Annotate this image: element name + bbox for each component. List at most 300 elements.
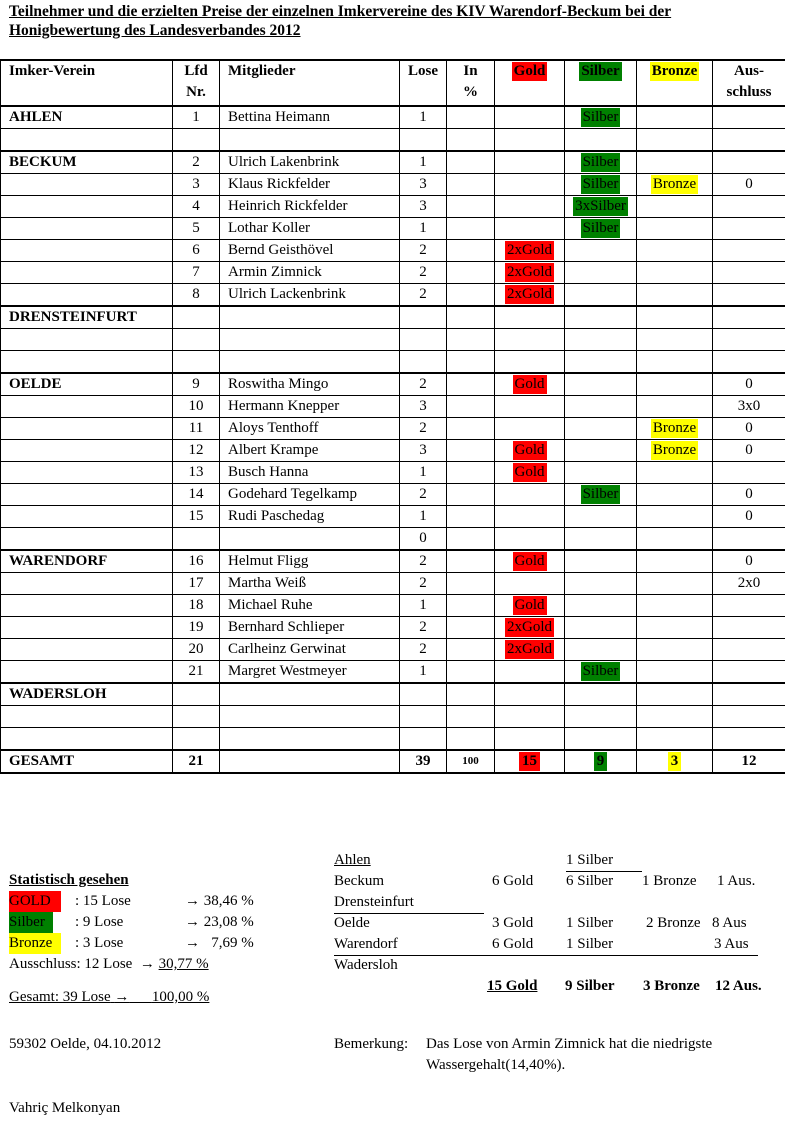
ausschluss-cell <box>713 284 785 307</box>
member-cell: Busch Hanna <box>220 462 400 484</box>
bronze-cell <box>637 573 713 595</box>
table-row <box>1 174 785 196</box>
bronze-cell <box>637 639 713 661</box>
summary-total-bronze: 3 Bronze <box>643 978 700 994</box>
percent-cell <box>447 262 495 284</box>
table-row <box>1 706 785 728</box>
page-title: Teilnehmer und die erzielten Preise der einzelnen Imkervereine des KIV Warendorf-Beckum bei der Honigbewertung des Landesverbandes 2012 <box>9 3 672 39</box>
table-row <box>1 418 785 440</box>
bronze-cell <box>637 728 713 751</box>
header-in-label: In <box>463 63 478 79</box>
ausschluss-cell <box>713 617 785 639</box>
ausschluss-cell <box>713 595 785 617</box>
bronze-cell <box>637 617 713 639</box>
bronze-text: : 3 Lose <box>75 935 124 951</box>
gold-cell <box>495 373 565 396</box>
silber-cell <box>565 351 637 374</box>
ausschluss-cell <box>713 728 785 751</box>
silber-cell <box>565 151 637 174</box>
gold-cell <box>495 396 565 418</box>
member-cell <box>220 683 400 706</box>
gold-badge: 2xGold <box>507 242 552 258</box>
member-cell: Bernd Geisthövel <box>220 240 400 262</box>
header-lose: Lose <box>408 63 438 79</box>
gold-cell <box>495 174 565 196</box>
gold-cell <box>495 306 565 329</box>
gold-cell <box>495 595 565 617</box>
silber-cell <box>565 218 637 240</box>
nr-cell <box>173 351 220 374</box>
author: Vahriç Melkonyan <box>9 1100 121 1116</box>
nr-cell <box>173 706 220 728</box>
member-cell: Helmut Fligg <box>220 550 400 573</box>
summary-total-row <box>334 976 785 997</box>
member-cell: Ulrich Lakenbrink <box>220 151 400 174</box>
percent-cell <box>447 639 495 661</box>
table-row <box>1 329 785 351</box>
gold-cell <box>495 550 565 573</box>
member-cell: Bettina Heimann <box>220 106 400 129</box>
silber-cell <box>565 240 637 262</box>
nr-cell: 17 <box>173 573 220 595</box>
table-row <box>1 373 785 396</box>
verein-cell <box>1 351 173 374</box>
summary-row-wadersloh <box>334 955 785 976</box>
ausschluss-cell: 2x0 <box>713 573 785 595</box>
gold-cell <box>495 683 565 706</box>
percent-cell <box>447 683 495 706</box>
gold-badge: Gold <box>514 376 545 392</box>
bronze-cell <box>637 351 713 374</box>
verein-cell <box>1 573 173 595</box>
header-silber-label: Silber <box>581 63 620 79</box>
silber-cell <box>565 129 637 152</box>
verein-cell <box>1 661 173 684</box>
nr-cell: 20 <box>173 639 220 661</box>
arrow-icon: → <box>114 989 130 1005</box>
member-cell: Rudi Paschedag <box>220 506 400 528</box>
nr-cell: 12 <box>173 440 220 462</box>
table-row <box>1 129 785 152</box>
member-cell <box>220 306 400 329</box>
member-cell: Carlheinz Gerwinat <box>220 639 400 661</box>
summary-place: Warendorf <box>334 934 758 956</box>
lose-cell <box>400 351 447 374</box>
aus-text: Ausschluss: 12 Lose <box>9 956 133 972</box>
verein-cell <box>1 528 173 551</box>
total-label: GESAMT <box>1 750 173 773</box>
gold-cell <box>495 218 565 240</box>
nr-cell: 15 <box>173 506 220 528</box>
gesamt-pct: 100,00 % <box>151 989 210 1005</box>
member-cell: Aloys Tenthoff <box>220 418 400 440</box>
gold-badge: 2xGold <box>507 619 552 635</box>
percent-cell <box>447 151 495 174</box>
percent-cell <box>447 573 495 595</box>
ausschluss-cell <box>713 462 785 484</box>
summary-row-beckum <box>334 871 785 892</box>
table-row <box>1 617 785 639</box>
summary-total-gold: 15 Gold <box>487 978 538 994</box>
header-gold <box>495 60 565 106</box>
verein-cell <box>1 595 173 617</box>
member-cell: Roswitha Mingo <box>220 373 400 396</box>
stats-gesamt <box>9 987 319 1008</box>
silber-cell <box>565 196 637 218</box>
gold-pct: 38,46 % <box>203 893 254 909</box>
verein-cell <box>1 418 173 440</box>
percent-cell <box>447 396 495 418</box>
member-cell: Martha Weiß <box>220 573 400 595</box>
table-row <box>1 462 785 484</box>
percent-cell <box>447 174 495 196</box>
silber-cell <box>565 396 637 418</box>
verein-cell <box>1 440 173 462</box>
remark-line-2: Wassergehalt(14,40%). <box>426 1057 566 1073</box>
gold-cell <box>495 196 565 218</box>
lose-cell: 2 <box>400 617 447 639</box>
summary-row-drensteinfurt <box>334 892 785 913</box>
silber-cell <box>565 506 637 528</box>
bronze-cell <box>637 373 713 396</box>
gold-cell <box>495 484 565 506</box>
verein-cell: OELDE <box>1 373 173 396</box>
lose-cell: 1 <box>400 151 447 174</box>
total-gold <box>495 750 565 773</box>
bronze-cell <box>637 151 713 174</box>
ausschluss-cell <box>713 218 785 240</box>
lose-cell: 1 <box>400 218 447 240</box>
stats-bronze <box>9 933 319 954</box>
summary-gold: 6 Gold <box>492 936 534 952</box>
silber-cell <box>565 284 637 307</box>
member-cell: Albert Krampe <box>220 440 400 462</box>
nr-cell: 4 <box>173 196 220 218</box>
nr-cell: 1 <box>173 106 220 129</box>
ausschluss-cell <box>713 262 785 284</box>
table-row <box>1 528 785 551</box>
lose-cell: 2 <box>400 484 447 506</box>
ausschluss-cell <box>713 240 785 262</box>
gold-label: GOLD <box>9 891 61 912</box>
bronze-cell <box>637 329 713 351</box>
ausschluss-cell: 0 <box>713 550 785 573</box>
bronze-label: Bronze <box>9 933 61 954</box>
lose-cell <box>400 329 447 351</box>
summary-place: Beckum <box>334 873 384 889</box>
lose-cell: 2 <box>400 639 447 661</box>
ausschluss-cell <box>713 661 785 684</box>
nr-cell: 2 <box>173 151 220 174</box>
verein-cell: DRENSTEINFURT <box>1 306 173 329</box>
nr-cell: 7 <box>173 262 220 284</box>
silber-cell <box>565 683 637 706</box>
ausschluss-cell <box>713 639 785 661</box>
table-row <box>1 683 785 706</box>
lose-cell: 1 <box>400 462 447 484</box>
percent-cell <box>447 329 495 351</box>
aus-pct: 30,77 % <box>158 956 209 972</box>
bronze-cell <box>637 550 713 573</box>
lose-cell: 2 <box>400 373 447 396</box>
bronze-cell <box>637 506 713 528</box>
header-lfd: Lfd <box>184 63 208 79</box>
nr-cell <box>173 728 220 751</box>
verein-cell <box>1 218 173 240</box>
bronze-cell <box>637 240 713 262</box>
percent-cell <box>447 284 495 307</box>
silber-cell <box>565 661 637 684</box>
lose-cell: 2 <box>400 418 447 440</box>
silber-badge: Silber <box>582 663 619 679</box>
member-cell <box>220 728 400 751</box>
member-cell <box>220 351 400 374</box>
silber-cell <box>565 418 637 440</box>
verein-cell <box>1 706 173 728</box>
percent-cell <box>447 440 495 462</box>
summary-silber: 1 Silber <box>566 915 614 931</box>
place-date: 59302 Oelde, 04.10.2012 <box>9 1036 162 1052</box>
bronze-cell <box>637 262 713 284</box>
total-gold-badge: 15 <box>519 752 540 771</box>
bronze-cell <box>637 129 713 152</box>
gold-cell <box>495 462 565 484</box>
ausschluss-cell <box>713 306 785 329</box>
summary-row-ahlen <box>334 850 785 871</box>
bronze-cell <box>637 106 713 129</box>
table-row <box>1 151 785 174</box>
lose-cell: 1 <box>400 595 447 617</box>
verein-cell: AHLEN <box>1 106 173 129</box>
nr-cell: 6 <box>173 240 220 262</box>
gold-cell <box>495 639 565 661</box>
verein-cell <box>1 484 173 506</box>
lose-cell: 1 <box>400 106 447 129</box>
gold-cell <box>495 617 565 639</box>
silber-cell <box>565 550 637 573</box>
percent-cell <box>447 240 495 262</box>
gold-cell <box>495 262 565 284</box>
lose-cell <box>400 683 447 706</box>
percent-cell <box>447 728 495 751</box>
summary-place: Wadersloh <box>334 957 398 973</box>
header-bronze-label: Bronze <box>651 63 698 79</box>
bronze-cell <box>637 196 713 218</box>
verein-cell <box>1 617 173 639</box>
header-aus: Aus- <box>733 63 764 79</box>
bronze-pct: 7,69 % <box>211 935 254 951</box>
table-row <box>1 550 785 573</box>
ausschluss-cell: 0 <box>713 506 785 528</box>
summary-silber: 1 Silber <box>566 850 642 872</box>
summary-aus: 8 Aus <box>712 915 747 931</box>
percent-cell <box>447 106 495 129</box>
gold-cell <box>495 106 565 129</box>
bronze-cell <box>637 484 713 506</box>
percent-cell <box>447 528 495 551</box>
verein-cell <box>1 196 173 218</box>
table-row <box>1 218 785 240</box>
summary-silber: 1 Silber <box>566 936 614 952</box>
verein-cell <box>1 174 173 196</box>
summary-bronze: 2 Bronze <box>646 915 701 931</box>
bronze-badge: Bronze <box>652 176 697 192</box>
silber-pct: 23,08 % <box>203 914 254 930</box>
gold-cell <box>495 440 565 462</box>
silber-cell <box>565 639 637 661</box>
lose-cell: 2 <box>400 573 447 595</box>
silber-badge: Silber <box>582 486 619 502</box>
table-row <box>1 661 785 684</box>
summary-place: Ahlen <box>334 852 371 868</box>
silber-cell <box>565 306 637 329</box>
gold-cell <box>495 129 565 152</box>
stats-ausschluss <box>9 954 319 975</box>
arrow-icon: → <box>139 956 155 972</box>
nr-cell: 13 <box>173 462 220 484</box>
verein-cell: WADERSLOH <box>1 683 173 706</box>
ausschluss-cell: 0 <box>713 174 785 196</box>
silber-label: Silber <box>9 912 53 933</box>
ausschluss-cell <box>713 329 785 351</box>
silber-cell <box>565 728 637 751</box>
member-cell <box>220 329 400 351</box>
gold-cell <box>495 573 565 595</box>
lose-cell: 2 <box>400 284 447 307</box>
nr-cell: 8 <box>173 284 220 307</box>
percent-cell <box>447 506 495 528</box>
summary-total-silber: 9 Silber <box>565 978 615 994</box>
bronze-cell <box>637 706 713 728</box>
summary-aus: 3 Aus <box>714 936 749 952</box>
nr-cell <box>173 129 220 152</box>
verein-cell <box>1 129 173 152</box>
silber-badge: Silber <box>582 220 619 236</box>
table-row <box>1 728 785 751</box>
verein-cell: WARENDORF <box>1 550 173 573</box>
bronze-cell <box>637 528 713 551</box>
member-cell: Armin Zimnick <box>220 262 400 284</box>
silber-cell <box>565 484 637 506</box>
verein-cell <box>1 262 173 284</box>
percent-cell <box>447 129 495 152</box>
results-table <box>0 59 785 774</box>
gold-cell <box>495 506 565 528</box>
gold-badge: Gold <box>514 464 545 480</box>
gold-badge: Gold <box>514 597 545 613</box>
silber-cell <box>565 329 637 351</box>
lose-cell <box>400 129 447 152</box>
gold-cell <box>495 728 565 751</box>
header-ausschluss <box>713 60 785 106</box>
silber-cell <box>565 174 637 196</box>
gold-cell <box>495 151 565 174</box>
summary-place: Oelde <box>334 915 370 931</box>
nr-cell: 5 <box>173 218 220 240</box>
percent-cell <box>447 418 495 440</box>
gold-cell <box>495 418 565 440</box>
bronze-cell <box>637 683 713 706</box>
table-row <box>1 440 785 462</box>
header-lfd-nr <box>173 60 220 106</box>
percent-cell <box>447 595 495 617</box>
nr-cell: 3 <box>173 174 220 196</box>
summary-total-aus: 12 Aus. <box>715 978 762 994</box>
verein-cell <box>1 728 173 751</box>
nr-cell: 16 <box>173 550 220 573</box>
stats-heading: Statistisch gesehen <box>9 872 129 888</box>
member-cell <box>220 706 400 728</box>
member-cell: Heinrich Rickfelder <box>220 196 400 218</box>
gold-cell <box>495 329 565 351</box>
percent-cell <box>447 617 495 639</box>
lose-cell <box>400 706 447 728</box>
summary-block <box>334 850 785 997</box>
nr-cell: 14 <box>173 484 220 506</box>
table-row <box>1 351 785 374</box>
summary-place: Drensteinfurt <box>334 892 484 914</box>
silber-text: : 9 Lose <box>75 914 124 930</box>
statistics-block <box>9 870 319 1008</box>
header-nr: Nr. <box>186 84 206 100</box>
bronze-badge: Bronze <box>652 442 697 458</box>
member-cell: Michael Ruhe <box>220 595 400 617</box>
gold-cell <box>495 351 565 374</box>
header-in <box>447 60 495 106</box>
ausschluss-cell <box>713 683 785 706</box>
ausschluss-cell <box>713 196 785 218</box>
nr-cell: 11 <box>173 418 220 440</box>
gold-badge: 2xGold <box>507 286 552 302</box>
total-bronze <box>637 750 713 773</box>
header-gold-label: Gold <box>513 63 546 79</box>
table-row <box>1 639 785 661</box>
table-row <box>1 240 785 262</box>
verein-cell <box>1 506 173 528</box>
ausschluss-cell <box>713 106 785 129</box>
bronze-cell <box>637 440 713 462</box>
table-row <box>1 573 785 595</box>
silber-cell <box>565 373 637 396</box>
table-row <box>1 106 785 129</box>
percent-cell <box>447 706 495 728</box>
total-row <box>1 750 785 773</box>
arrow-icon: → <box>185 935 200 951</box>
stats-silber <box>9 912 319 933</box>
header-verein: Imker-Verein <box>1 60 173 106</box>
nr-cell <box>173 306 220 329</box>
gold-badge: 2xGold <box>507 264 552 280</box>
nr-cell: 18 <box>173 595 220 617</box>
bronze-cell <box>637 462 713 484</box>
remark-label: Bemerkung: <box>334 1036 409 1052</box>
percent-cell <box>447 196 495 218</box>
ausschluss-cell <box>713 706 785 728</box>
gold-cell <box>495 528 565 551</box>
stats-gold <box>9 891 319 912</box>
gold-text: : 15 Lose <box>75 893 131 909</box>
member-cell <box>220 129 400 152</box>
bronze-cell <box>637 306 713 329</box>
header-schluss: schluss <box>726 84 772 100</box>
verein-cell <box>1 639 173 661</box>
lose-cell: 3 <box>400 174 447 196</box>
header-mitglieder <box>220 60 400 106</box>
verein-cell <box>1 396 173 418</box>
percent-cell <box>447 462 495 484</box>
nr-cell: 10 <box>173 396 220 418</box>
bronze-cell <box>637 284 713 307</box>
